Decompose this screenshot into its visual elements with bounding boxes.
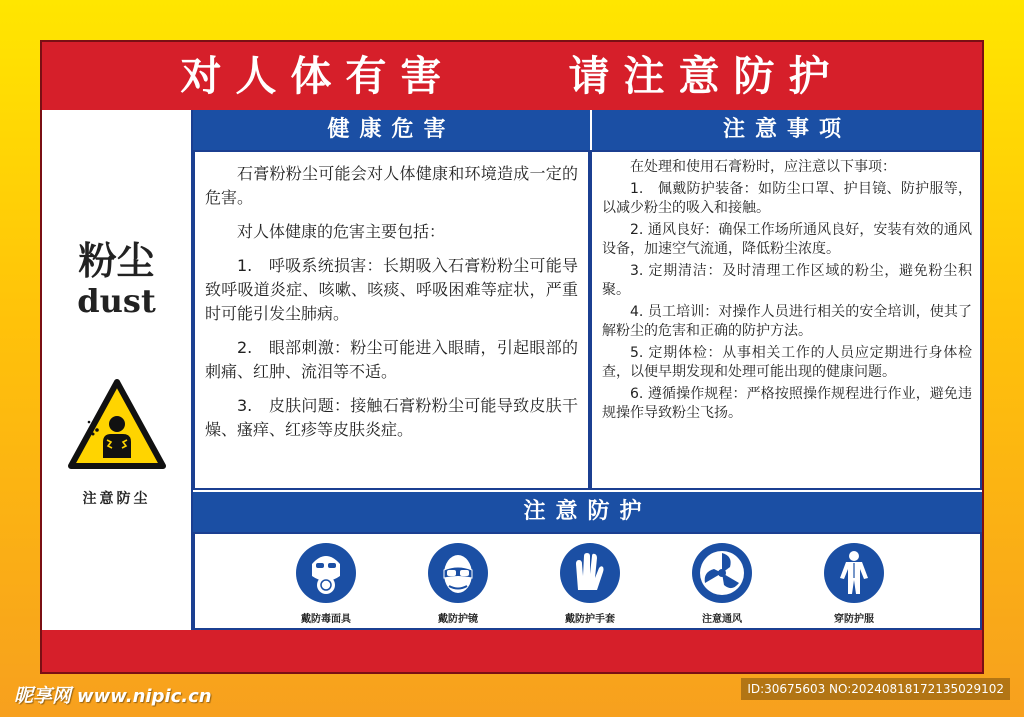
precaution-paragraph: 4. 员工培训：对操作人员进行相关的安全培训，使其了解粉尘的危害和正确的防护方法。 — [602, 304, 972, 339]
hazard-column — [42, 110, 193, 630]
health-paragraph: 石膏粉粉尘可能会对人体健康和环境造成一定的危害。 — [205, 164, 578, 207]
main-title: 对人体有害 请注意防护 — [180, 52, 844, 100]
precaution-paragraph: 3. 定期清洁：及时清理工作区域的粉尘，避免粉尘积聚。 — [602, 263, 972, 298]
image-id-watermark: ID:30675603 NO:20240818172135029102 — [741, 678, 1010, 700]
protective-suit-icon — [823, 542, 885, 604]
warning-board — [40, 40, 984, 674]
health-hazard-heading: 健康危害 — [193, 110, 590, 150]
site-name: 昵享网 — [14, 685, 72, 707]
gloves-icon — [559, 542, 621, 604]
board-content — [42, 110, 982, 630]
health-hazard-panel — [193, 150, 590, 490]
hazard-name-en: dust — [77, 282, 156, 320]
dust-warning-caption: 注意防尘 — [82, 491, 151, 507]
protection-item — [672, 542, 772, 625]
fan-icon — [691, 542, 753, 604]
precautions-heading: 注意事项 — [592, 110, 982, 150]
precaution-paragraph: 6. 遵循操作规程：严格按照操作规程进行作业，避免违规操作导致粉尘飞扬。 — [602, 386, 972, 421]
site-url: www.nipic.cn — [77, 686, 212, 707]
goggles-icon — [427, 542, 489, 604]
protection-item — [276, 542, 376, 625]
protection-label: 穿防护服 — [834, 614, 874, 625]
protection-item — [408, 542, 508, 625]
protection-heading: 注意防护 — [193, 492, 982, 532]
health-paragraph: 2. 眼部刺激：粉尘可能进入眼睛，引起眼部的刺痛、红肿、流泪等不适。 — [205, 338, 578, 381]
health-paragraph: 对人体健康的危害主要包括： — [237, 222, 446, 241]
protection-label: 注意通风 — [702, 614, 742, 625]
protection-item — [804, 542, 904, 625]
site-watermark — [14, 681, 212, 708]
precaution-paragraph: 5. 定期体检：从事相关工作的人员应定期进行身体检查，以便早期发现和处理可能出现的健康问题。 — [602, 345, 972, 380]
gas-mask-icon — [295, 542, 357, 604]
dust-warning-icon — [67, 378, 167, 472]
precaution-paragraph: 2. 通风良好：确保工作场所通风良好，安装有效的通风设备，加速空气流通，降低粉尘浓度。 — [602, 222, 972, 257]
precautions-panel — [590, 150, 982, 490]
health-paragraph: 3. 皮肤问题：接触石膏粉粉尘可能导致皮肤干燥、瘙痒、红疹等皮肤炎症。 — [205, 396, 578, 439]
health-paragraph: 1. 呼吸系统损害：长期吸入石膏粉粉尘可能导致呼吸道炎症、咳嗽、咳痰、呼吸困难等症状，严重时可能引发尘肺病。 — [205, 256, 578, 323]
protection-label: 戴防护镜 — [438, 614, 478, 625]
protection-item — [540, 542, 640, 625]
protection-label: 戴防毒面具 — [301, 614, 351, 625]
hazard-name-cn: 粉尘 — [78, 238, 155, 283]
protection-label: 戴防护手套 — [565, 614, 615, 625]
precaution-paragraph: 1. 佩戴防护装备：如防尘口罩、护目镜、防护服等，以减少粉尘的吸入和接触。 — [602, 181, 972, 216]
protection-icons-row — [193, 532, 982, 630]
precaution-paragraph: 在处理和使用石膏粉时，应注意以下事项： — [630, 159, 896, 175]
